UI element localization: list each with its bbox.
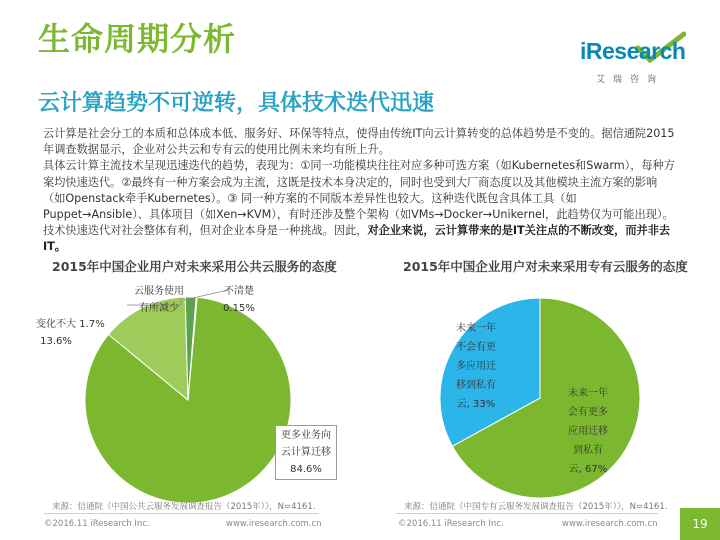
body-paragraph-2-bold: 对企业来说，云计算带来的是IT关注点的不断改变，而并非去IT。: [43, 224, 671, 254]
label-more-migration: [275, 425, 337, 480]
label-little-change: [31, 316, 81, 350]
label-more-migration-private-l1: 未来一年: [568, 388, 608, 399]
label-more-migration-private: [561, 384, 615, 479]
label-reduced-line1: 云服务使用: [134, 286, 184, 297]
page-title: 生命周期分析: [38, 20, 237, 58]
label-little-change-value: 13.6%: [40, 336, 72, 347]
label-unknown: [206, 283, 272, 317]
page-subtitle: 云计算趋势不可逆转，具体技术迭代迅速: [38, 91, 435, 116]
label-no-more-migration-l5: 云, 33%: [456, 399, 496, 410]
label-unknown-line1: 不清楚: [224, 286, 254, 297]
logo-brand-cn: 艾瑞咨询: [596, 75, 665, 85]
footer-copyright-left: ©2016.11 iResearch Inc.: [44, 519, 150, 529]
footer-copyright-right: ©2016.11 iResearch Inc.: [398, 519, 504, 529]
label-reduced-line2: 有所减少: [139, 303, 179, 314]
label-more-migration-line1: 更多业务向: [281, 430, 331, 441]
label-no-more-migration-l3: 多应用迁: [456, 361, 496, 372]
label-no-more-migration-l4: 移到私有: [456, 380, 496, 391]
label-reduced: [114, 283, 204, 317]
footer-url-right[interactable]: www.iresearch.com.cn: [562, 519, 658, 529]
label-no-more-migration-l1: 未来一年: [456, 323, 496, 334]
source-private: 来源：信通院《中国专有云服务发展调查报告（2015年）》，N=4161.: [404, 502, 668, 512]
footer-divider-left: [44, 513, 319, 514]
label-no-more-migration-l2: 不会有更: [456, 342, 496, 353]
label-more-migration-value: 84.6%: [290, 464, 322, 475]
label-more-migration-private-l5: 云, 67%: [568, 464, 608, 475]
label-more-migration-private-l4: 到私有: [573, 445, 603, 456]
label-reduced-value-text: 1.7%: [79, 319, 105, 330]
label-more-migration-line2: 云计算迁移: [281, 447, 331, 458]
logo-brand: iResearch: [580, 38, 686, 64]
source-public: 来源：信通院《中国公共云服务发展调查报告（2015年）》，N=4161.: [52, 502, 316, 512]
label-unknown-value: 0.15%: [223, 303, 255, 314]
public-cloud-pie: [85, 297, 291, 503]
chart-title-private: 2015年中国企业用户对未来采用专有云服务的态度: [403, 259, 688, 274]
footer-divider-right: [396, 513, 658, 514]
footer-url-left[interactable]: www.iresearch.com.cn: [226, 519, 322, 529]
label-more-migration-private-l3: 应用迁移: [568, 426, 608, 437]
label-little-change-line1: 变化不大: [36, 319, 76, 330]
body-paragraph-2-text: 具体云计算主流技术呈现迅速迭代的趋势，表现为：①同一功能模块往往对应多种可选方案（如Kubernetes和Swarm），每种方案均快速迭代。②最终有一种方案会成为主流，这既是技术本身决定的，同时也受到大厂商态度以及其他模块主流方案的影响（如Openstack牵手Kubernetes）。③ 同一种方案的不同版本差异性也较大。这种迭代既包含具体工具（如Puppet→Ansible）、具体项目（如Xen→KVM），有时还涉及整个架构（如VMs→Docker→Unikernel，此趋势仅为可能出现）。技术快速迭代对社会整体有利，但对企业本身是一种挑战。因此，: [43, 159, 675, 238]
label-more-migration-private-l2: 会有更多: [568, 407, 608, 418]
page-number: 19: [680, 508, 720, 540]
body-paragraph-1: 云计算是社会分工的本质和总体成本低、服务好、环保等特点，使得由传统IT向云计算转变的总体趋势是不变的。据信通院2015年调查数据显示，企业对公共云和专有云的使用比例未来均有所上升。: [43, 127, 675, 157]
label-no-more-migration: [450, 319, 502, 414]
chart-title-public: 2015年中国企业用户对未来采用公共云服务的态度: [52, 259, 337, 274]
